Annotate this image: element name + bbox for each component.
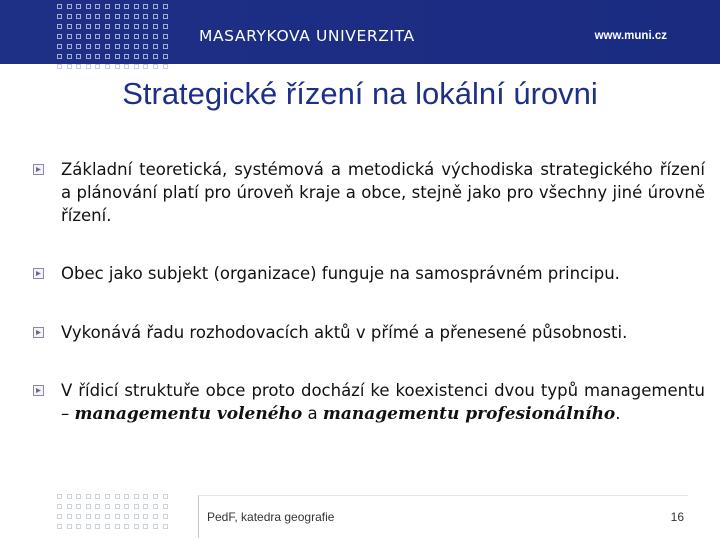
- square-bullet-icon: [33, 268, 44, 279]
- grid-dot: [115, 54, 120, 59]
- grid-dot: [86, 44, 91, 49]
- grid-dot: [95, 54, 100, 59]
- grid-dot: [134, 64, 139, 69]
- page-number: 16: [670, 510, 684, 524]
- grid-dot: [76, 4, 81, 9]
- grid-dot: [57, 514, 62, 519]
- square-bullet-icon: [33, 164, 44, 175]
- square-bullet-icon: [33, 385, 44, 396]
- grid-dot: [105, 24, 110, 29]
- grid-dot: [163, 34, 168, 39]
- grid-dot: [134, 4, 139, 9]
- grid-dot: [105, 14, 110, 19]
- grid-dot: [95, 34, 100, 39]
- grid-dot: [134, 14, 139, 19]
- grid-dot: [76, 504, 81, 509]
- grid-dot: [115, 514, 120, 519]
- grid-dot: [115, 504, 120, 509]
- grid-dot: [115, 14, 120, 19]
- grid-dot: [163, 494, 168, 499]
- grid-dot: [163, 514, 168, 519]
- grid-dot: [143, 64, 148, 69]
- grid-dot: [95, 24, 100, 29]
- grid-dot: [115, 44, 120, 49]
- grid-dot: [153, 64, 158, 69]
- grid-dot: [124, 504, 129, 509]
- grid-dot: [143, 34, 148, 39]
- grid-dot: [76, 44, 81, 49]
- grid-dot: [95, 504, 100, 509]
- grid-dot: [105, 64, 110, 69]
- grid-dot: [67, 34, 72, 39]
- grid-dot: [67, 504, 72, 509]
- grid-dot: [115, 4, 120, 9]
- grid-dot: [124, 524, 129, 529]
- bullet-text: Obec jako subjekt (organizace) funguje na samosprávném principu.: [61, 264, 620, 283]
- grid-dot: [143, 524, 148, 529]
- grid-dot: [153, 524, 158, 529]
- grid-dot: [105, 494, 110, 499]
- grid-dot: [124, 64, 129, 69]
- grid-dot: [163, 24, 168, 29]
- grid-dot: [124, 34, 129, 39]
- grid-dot: [86, 34, 91, 39]
- grid-dot: [57, 14, 62, 19]
- grid-dot: [57, 34, 62, 39]
- grid-dot: [76, 64, 81, 69]
- grid-dot: [134, 24, 139, 29]
- grid-dot: [163, 504, 168, 509]
- grid-dot: [143, 504, 148, 509]
- grid-dot: [124, 514, 129, 519]
- grid-dot: [86, 504, 91, 509]
- grid-dot: [134, 524, 139, 529]
- grid-dot: [143, 494, 148, 499]
- grid-dot: [95, 64, 100, 69]
- grid-dot: [76, 514, 81, 519]
- grid-dot: [105, 54, 110, 59]
- grid-dot: [134, 44, 139, 49]
- grid-dot: [67, 4, 72, 9]
- grid-dot: [134, 504, 139, 509]
- grid-dot: [67, 494, 72, 499]
- bullet-text-end: .: [615, 404, 621, 423]
- grid-dot: [86, 54, 91, 59]
- grid-dot: [95, 44, 100, 49]
- dot-grid-pattern-top: [55, 2, 170, 78]
- bullet-text-start: V řídicí struktuře obce proto dochází ke koexistenci dvou typů managementu –: [61, 381, 705, 423]
- grid-dot: [95, 4, 100, 9]
- university-url: www.muni.cz: [594, 30, 667, 42]
- grid-dot: [76, 14, 81, 19]
- grid-dot: [105, 524, 110, 529]
- dot-grid-pattern-bottom: [55, 492, 170, 540]
- grid-dot: [57, 494, 62, 499]
- grid-dot: [163, 54, 168, 59]
- grid-dot: [95, 14, 100, 19]
- grid-dot: [67, 54, 72, 59]
- grid-dot: [95, 514, 100, 519]
- grid-dot: [57, 504, 62, 509]
- square-bullet-icon: [33, 327, 44, 338]
- grid-dot: [143, 4, 148, 9]
- grid-dot: [153, 514, 158, 519]
- grid-dot: [76, 524, 81, 529]
- grid-dot: [153, 494, 158, 499]
- grid-dot: [124, 44, 129, 49]
- university-name: MASARYKOVA UNIVERZITA: [199, 27, 415, 45]
- grid-dot: [105, 504, 110, 509]
- grid-dot: [124, 14, 129, 19]
- grid-dot: [153, 14, 158, 19]
- grid-dot: [115, 34, 120, 39]
- grid-dot: [57, 524, 62, 529]
- grid-dot: [67, 14, 72, 19]
- grid-dot: [153, 504, 158, 509]
- bullet-text-middle: a: [302, 404, 323, 423]
- bullet-text: Vykonává řadu rozhodovacích aktů v přímé a přenesené působnosti.: [61, 323, 628, 342]
- bullet-text: Základní teoretická, systémová a metodická východiska strategického řízení a plánování platí pro úroveň kraje a obce, stejně jako pro všechny jiné úrovně řízení.: [61, 160, 705, 225]
- grid-dot: [115, 524, 120, 529]
- grid-dot: [163, 4, 168, 9]
- grid-dot: [76, 24, 81, 29]
- grid-dot: [76, 494, 81, 499]
- grid-dot: [124, 54, 129, 59]
- grid-dot: [134, 54, 139, 59]
- bullet-text: [61, 379, 705, 426]
- grid-dot: [153, 34, 158, 39]
- grid-dot: [124, 24, 129, 29]
- grid-dot: [57, 44, 62, 49]
- grid-dot: [67, 64, 72, 69]
- grid-dot: [163, 64, 168, 69]
- grid-dot: [105, 34, 110, 39]
- grid-dot: [134, 514, 139, 519]
- grid-dot: [115, 64, 120, 69]
- grid-dot: [143, 44, 148, 49]
- grid-dot: [76, 54, 81, 59]
- grid-dot: [76, 34, 81, 39]
- grid-dot: [95, 494, 100, 499]
- grid-dot: [124, 4, 129, 9]
- footer-text: PedF, katedra geografie: [207, 510, 335, 524]
- grid-dot: [124, 494, 129, 499]
- grid-dot: [115, 494, 120, 499]
- grid-dot: [86, 64, 91, 69]
- grid-dot: [143, 24, 148, 29]
- grid-dot: [86, 24, 91, 29]
- grid-dot: [134, 34, 139, 39]
- grid-dot: [86, 494, 91, 499]
- grid-dot: [105, 514, 110, 519]
- grid-dot: [67, 44, 72, 49]
- grid-dot: [86, 4, 91, 9]
- grid-dot: [86, 514, 91, 519]
- grid-dot: [153, 54, 158, 59]
- grid-dot: [143, 514, 148, 519]
- grid-dot: [67, 524, 72, 529]
- grid-dot: [57, 54, 62, 59]
- grid-dot: [105, 4, 110, 9]
- grid-dot: [57, 4, 62, 9]
- grid-dot: [95, 524, 100, 529]
- grid-dot: [163, 44, 168, 49]
- slide-title: Strategické řízení na lokální úrovni: [122, 76, 598, 111]
- grid-dot: [153, 4, 158, 9]
- grid-dot: [143, 54, 148, 59]
- grid-dot: [57, 64, 62, 69]
- grid-dot: [86, 14, 91, 19]
- grid-dot: [67, 514, 72, 519]
- grid-dot: [86, 524, 91, 529]
- grid-dot: [163, 524, 168, 529]
- grid-dot: [105, 44, 110, 49]
- emphasis-elected-management: managementu voleného: [74, 404, 303, 424]
- grid-dot: [153, 44, 158, 49]
- grid-dot: [143, 14, 148, 19]
- emphasis-professional-management: managementu profesionálního: [322, 404, 616, 424]
- grid-dot: [163, 14, 168, 19]
- grid-dot: [134, 494, 139, 499]
- grid-dot: [67, 24, 72, 29]
- grid-dot: [153, 24, 158, 29]
- grid-dot: [115, 24, 120, 29]
- grid-dot: [57, 24, 62, 29]
